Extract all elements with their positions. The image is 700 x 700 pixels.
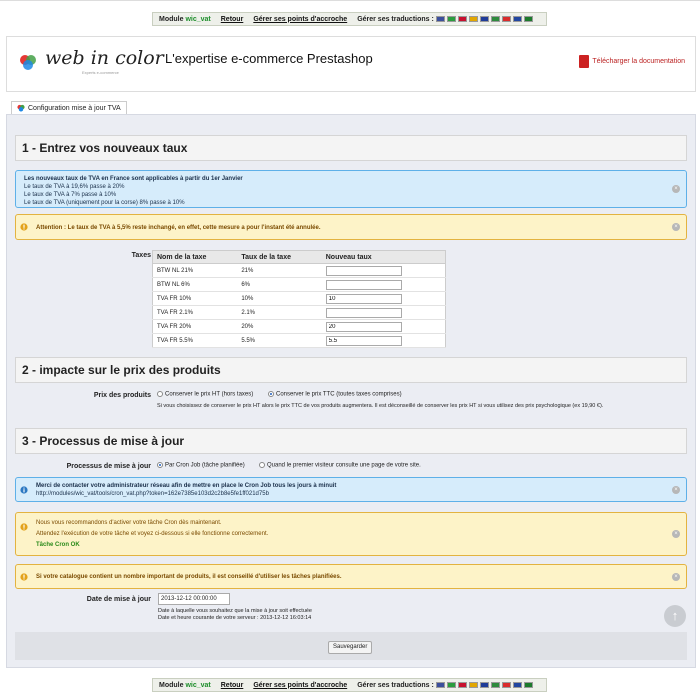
flag-list — [434, 16, 533, 23]
close-icon[interactable]: × — [672, 530, 680, 538]
tab-configuration[interactable] — [11, 101, 127, 114]
warning-icon — [20, 573, 28, 581]
flag-br-icon[interactable] — [447, 682, 456, 688]
flag-en-icon[interactable] — [436, 16, 445, 22]
vat-info-line: Le taux de TVA à 19,6% passe à 20% — [24, 184, 125, 190]
module-label: Module — [159, 681, 184, 689]
table-header: Taux de la taxe — [237, 251, 321, 264]
section-2-title: 2 - impacte sur le prix des produits — [15, 357, 687, 383]
flag-es-icon[interactable] — [469, 16, 478, 22]
taxes-table — [152, 250, 446, 348]
hooks-link[interactable]: Gérer ses points d'accroche — [253, 15, 348, 23]
option-first-visitor[interactable] — [259, 462, 421, 469]
back-link[interactable]: Retour — [220, 681, 244, 689]
download-documentation-link[interactable] — [579, 55, 685, 68]
translations-label: Gérer ses traductions : — [357, 15, 434, 23]
tax-name: TVA FR 20% — [153, 320, 238, 334]
cron-info-text: Merci de contacter votre administrateur réseau afin de mettre en place le Cron Job tous les jours à minuit — [36, 483, 337, 489]
table-row — [153, 306, 446, 320]
cron-status: Tâche Cron OK — [36, 542, 80, 548]
configuration-panel — [6, 114, 696, 668]
option-ht-label: Conserver le prix HT (hors taxes) — [165, 391, 254, 398]
flag-nl-icon[interactable] — [513, 16, 522, 22]
cron-url: http://modules/wic_vat/tools/cron_vat.php?token=162e7385e103d2c2b8e5fe1ff021d75b — [36, 491, 269, 497]
logo-small-icon — [17, 104, 25, 112]
tab-label: Configuration mise à jour TVA — [28, 104, 121, 112]
option-cron-label: Par Cron Job (tâche planifiée) — [165, 462, 245, 469]
flag-en-icon[interactable] — [436, 682, 445, 688]
info-icon — [20, 486, 28, 494]
close-icon[interactable]: × — [672, 486, 680, 494]
module-bar-bottom — [152, 678, 547, 692]
flag-it2-icon[interactable] — [502, 16, 511, 22]
option-ttc-label: Conserver le prix TTC (toutes taxes comprises) — [276, 391, 402, 398]
brand-header — [6, 36, 696, 92]
flag-it-icon[interactable] — [491, 16, 500, 22]
option-keep-ht[interactable] — [157, 391, 253, 398]
module-label: Module — [159, 15, 184, 23]
update-date-label: Date de mise à jour — [86, 596, 151, 603]
web-in-color-logo-icon — [19, 53, 37, 71]
flag-it2-icon[interactable] — [502, 682, 511, 688]
table-row — [153, 264, 446, 278]
option-keep-ttc[interactable] — [268, 391, 402, 398]
tax-rate: 10% — [237, 292, 321, 306]
tax-name: BTW NL 21% — [153, 264, 238, 278]
flag-pt-icon[interactable] — [524, 16, 533, 22]
module-bar-top — [152, 12, 547, 26]
flag-es-icon[interactable] — [469, 682, 478, 688]
table-header: Nom de la taxe — [153, 251, 238, 264]
new-rate-input[interactable] — [326, 280, 402, 290]
catalog-warning-alert — [15, 564, 687, 589]
translations-label: Gérer ses traductions : — [357, 681, 434, 689]
hooks-link[interactable]: Gérer ses points d'accroche — [253, 681, 348, 689]
cron-notice-alert — [15, 512, 687, 556]
tax-name: TVA FR 5.5% — [153, 334, 238, 348]
warning-icon — [20, 223, 28, 231]
tax-rate: 20% — [237, 320, 321, 334]
new-rate-input[interactable] — [326, 336, 402, 346]
flag-list — [434, 682, 533, 689]
close-icon[interactable]: × — [672, 573, 680, 581]
logo-text: web in color — [45, 47, 164, 69]
flag-de-icon[interactable] — [458, 682, 467, 688]
module-name: wic_vat — [185, 15, 211, 23]
warning-text: Attention : Le taux de TVA à 5,5% reste inchangé, en effet, cette mesure a pour l'instant été annulée. — [36, 225, 321, 231]
flag-it-icon[interactable] — [491, 682, 500, 688]
vat-info-line: Le taux de TVA à 7% passe à 10% — [24, 192, 117, 198]
tax-rate: 6% — [237, 278, 321, 292]
table-row — [153, 278, 446, 292]
vat-info-line: Le taux de TVA (uniquement pour la corse) 8% passe à 10% — [24, 200, 185, 206]
flag-br-icon[interactable] — [447, 16, 456, 22]
new-rate-input[interactable] — [326, 266, 402, 276]
cron-info-alert — [15, 477, 687, 502]
radio-ttc[interactable] — [268, 391, 274, 397]
download-documentation-label: Télécharger la documentation — [592, 58, 685, 65]
new-rate-input[interactable] — [326, 308, 402, 318]
scroll-to-top-icon[interactable]: ↑ — [664, 605, 686, 627]
pdf-icon — [579, 55, 589, 68]
section-1-title: 1 - Entrez vos nouveaux taux — [15, 135, 687, 161]
update-date-input[interactable]: 2013-12-12 00:00:00 — [158, 593, 230, 605]
logo-subtitle: Experts e-commerce — [82, 70, 119, 75]
flag-fr-icon[interactable] — [480, 16, 489, 22]
option-visitor-label: Quand le premier visiteur consulte une page de votre site. — [267, 462, 421, 469]
radio-cron[interactable] — [157, 462, 163, 468]
vat-info-title: Les nouveaux taux de TVA en France sont applicables à partir du 1er Janvier — [24, 176, 243, 182]
tax-rate: 21% — [237, 264, 321, 278]
warning-alert — [15, 214, 687, 240]
close-icon[interactable]: × — [672, 185, 680, 193]
flag-pt-icon[interactable] — [524, 682, 533, 688]
back-link[interactable]: Retour — [220, 15, 244, 23]
header-tagline: L'expertise e-commerce Prestashop — [165, 51, 373, 66]
catalog-warning-text: Si votre catalogue contient un nombre important de produits, il est conseillé d'utiliser les tâches planifiées. — [36, 574, 342, 580]
server-date: Date et heure courante de votre serveur : 2013-12-12 16:03:14 — [158, 615, 312, 621]
table-row — [153, 292, 446, 306]
new-rate-input[interactable] — [326, 322, 402, 332]
radio-visitor[interactable] — [259, 462, 265, 468]
date-help: Date à laquelle vous souhaitez que la mise à jour soit effectuée — [158, 608, 312, 614]
module-name: wic_vat — [185, 681, 211, 689]
cron-notice-line2: Attendez l'exécution de votre tâche et voyez ci-dessous si elle fonctionne correctement. — [36, 531, 269, 537]
price-note: Si vous choisissez de conserver le prix HT alors le prix TTC de vos produits augmentera. Il est déconseillé de conserver les prix HT si vous utilisez des prix psychologique (ex 19,90 €). — [157, 403, 604, 409]
product-price-label: Prix des produits — [93, 392, 151, 399]
warning-icon — [20, 523, 28, 531]
option-cron[interactable] — [157, 462, 245, 469]
tax-name: BTW NL 6% — [153, 278, 238, 292]
close-icon[interactable]: × — [672, 223, 680, 231]
flag-fr-icon[interactable] — [480, 682, 489, 688]
save-button[interactable]: Sauvegarder — [328, 641, 372, 654]
taxes-label: Taxes — [131, 252, 151, 259]
tax-name: TVA FR 2.1% — [153, 306, 238, 320]
new-rate-input[interactable] — [326, 294, 402, 304]
cron-notice-line1: Nous vous recommandons d'activer votre tâche Cron dès maintenant. — [36, 520, 222, 526]
table-row — [153, 334, 446, 348]
flag-nl-icon[interactable] — [513, 682, 522, 688]
tax-name: TVA FR 10% — [153, 292, 238, 306]
tax-rate: 5.5% — [237, 334, 321, 348]
vat-info-alert — [15, 170, 687, 208]
table-row — [153, 320, 446, 334]
flag-de-icon[interactable] — [458, 16, 467, 22]
section-3-title: 3 - Processus de mise à jour — [15, 428, 687, 454]
radio-ht[interactable] — [157, 391, 163, 397]
update-process-label: Processus de mise à jour — [66, 463, 151, 470]
table-header: Nouveau taux — [322, 251, 446, 264]
top-border — [0, 0, 700, 1]
tax-rate: 2.1% — [237, 306, 321, 320]
